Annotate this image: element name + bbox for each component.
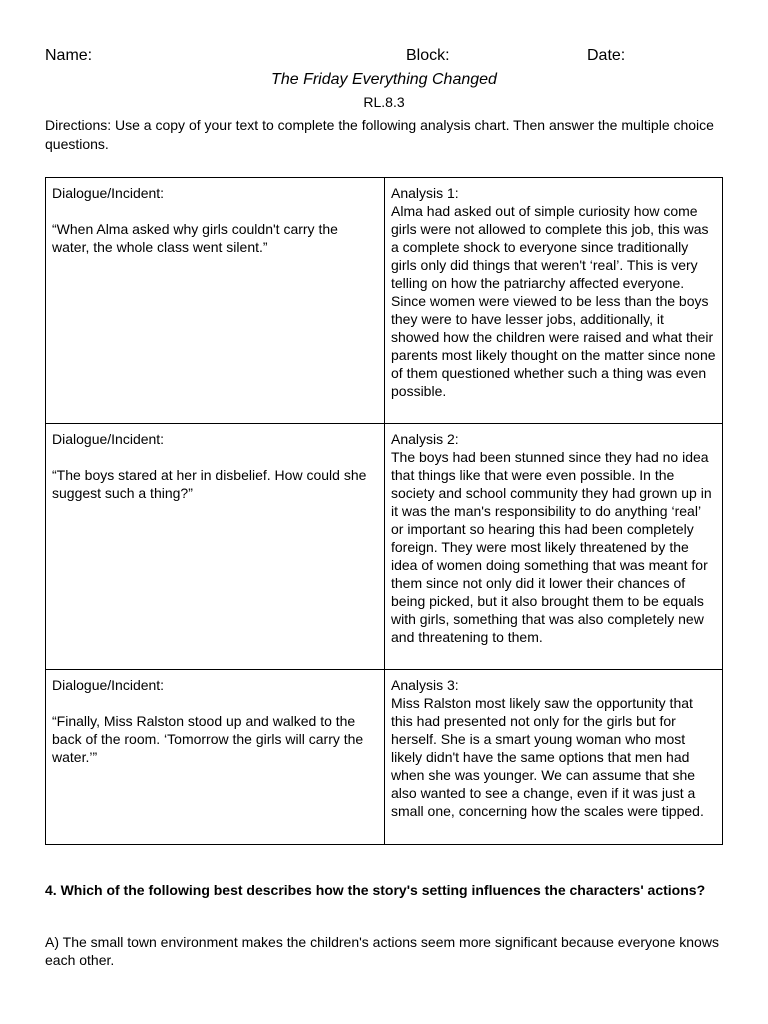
incident-label: Dialogue/Incident: [52,677,165,693]
incident-quote: “When Alma asked why girls couldn't carry the water, the whole class went silent.” [52,221,338,255]
analysis-text: Alma had asked out of simple curiosity how come girls were not allowed to complete this job, this was a complete shock to everyone since traditionally girls only did things that weren't ‘real’. This is very telling on how the patriarchy affected everyone. Since women were viewed to be less than the boys they were to have lesser jobs, additionally, it showed how the children were raised and what their parents most likely thought on the matter since none of them questioned whether such a thing was even possible. [391,203,716,399]
analysis-text: The boys had been stunned since they had no idea that things like that were even possible. In the society and school community they had grown up in it was the man's responsibility to do anything ‘real’ or important so hearing this had been completely foreign. They were most likely threatened by the idea of women doing something that was meant for them since not only did it lower their chances of being picked, but it also brought them to be equals with girls, something that was also completely new and threatening to them. [391,449,712,645]
analysis-cell [385,178,723,424]
incident-cell [46,424,385,670]
analysis-label: Analysis 1: [391,185,459,201]
incident-cell [46,670,385,845]
analysis-cell [385,424,723,670]
analysis-cell [385,670,723,845]
directions-text: Directions: Use a copy of your text to complete the following analysis chart. Then answer the multiple choice questions. [45,117,714,152]
question-4: 4. Which of the following best describes how the story's setting influences the characters' actions? [45,882,706,898]
incident-cell [46,178,385,424]
analysis-label: Analysis 2: [391,431,459,447]
chart-row [46,670,723,845]
name-label: Name: [45,47,93,64]
analysis-text: Miss Ralston most likely saw the opportunity that this had presented not only for the girls but for herself. She is a smart young woman who most likely didn't have the same options that men had when she was younger. We can assume that she also wanted to see a change, even if it was just a small one, concerning how the scales were tipped. [391,695,704,819]
page-title: The Friday Everything Changed [271,71,497,88]
incident-label: Dialogue/Incident: [52,185,165,201]
answer-option-a[interactable]: A) The small town environment makes the children's actions seem more significant because everyone knows each other. [45,934,719,968]
block-label: Block: [406,47,450,64]
date-label: Date: [587,47,626,64]
analysis-chart [45,177,723,845]
chart-row [46,178,723,424]
incident-quote: “Finally, Miss Ralston stood up and walked to the back of the room. ‘Tomorrow the girls will carry the water.’” [52,713,364,765]
analysis-label: Analysis 3: [391,677,459,693]
incident-quote: “The boys stared at her in disbelief. How could she suggest such a thing?” [52,467,367,501]
standard-code: RL.8.3 [363,94,405,110]
chart-row [46,424,723,670]
incident-label: Dialogue/Incident: [52,431,165,447]
